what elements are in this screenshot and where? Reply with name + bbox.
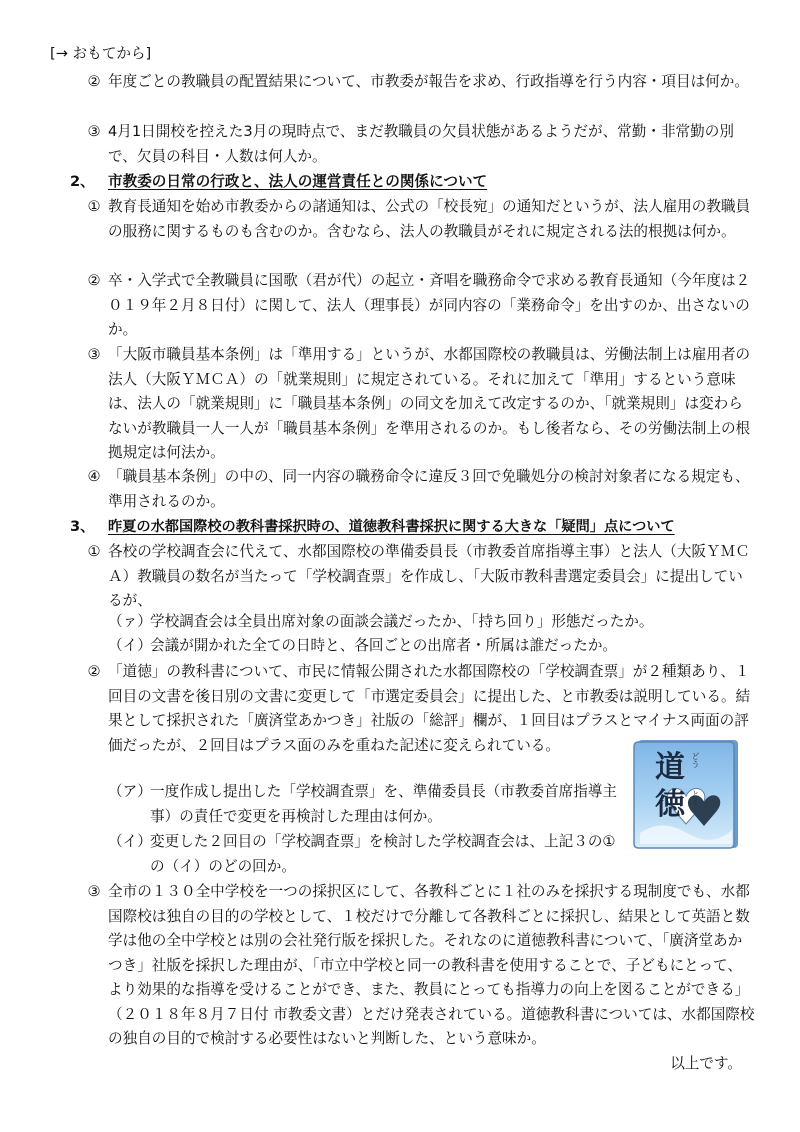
item-number: ② (87, 73, 101, 90)
sub-item: 変更した２回目の「学校調査票」を検討した学校調査会は、上記３の①の（イ）のどの回か。 (150, 833, 616, 875)
item-number: ③ (87, 346, 101, 363)
item-number: ② (87, 272, 101, 289)
sub-item-label: （ァ） (108, 613, 152, 630)
section-number: 2、 (70, 173, 95, 190)
sub-item-label: （イ） (108, 833, 152, 850)
item-number: ③ (87, 883, 101, 900)
sub-item: 会議が開かれた全ての日時と、各回ごとの出席者・所属は誰だったか。 (150, 637, 618, 654)
closing-text: 以上です。 (670, 1055, 742, 1072)
item-number: ② (87, 663, 101, 680)
list-item: 教育長通知を始め市教委からの諸通知は、公式の「校長宛」の通知だというが、法人雇用の教職員の服務に関するものも含むのか。含むなら、法人の教職員がそれに規定される法的根拠は何か。 (108, 198, 751, 240)
list-item: 「道徳」の教科書について、市民に情報公開された水都国際校の「学校調査票」が２種類あり、１回目の文書を後日別の文書に変更して「市選定委員会」に提出した、と市教委は説明している。結果として採択された「廣済堂あかつき」社版の「総評」欄が、１回目はプラスとマイナス両面の評価だったが、２回目はプラス面のみを重ねた記述に変えられている。 (108, 663, 751, 754)
list-item: 卒・入学式で全教職員に国歌（君が代）の起立・斉唱を職務命令で求める教育長通知（今年度は２０１９年２月８日付）に関して、法人（理事長）が同内容の「業務命令」を出すのか、出さないのか。 (108, 272, 751, 338)
continued-label: [→ おもてから] (50, 45, 152, 62)
list-item: 各校の学校調査会に代えて、水都国際校の準備委員長（市教委首席指導主事）と法人（大阪ＹＭＣＡ）教職員の数名が当たって「学校調査票」を作成し、「大阪市教科書選定委員会」に提出しているが、 (108, 543, 750, 609)
list-item: 年度ごとの教職員の配置結果について、市教委が報告を求め、行政指導を行う内容・項目は何か。 (108, 73, 749, 90)
item-number: ① (87, 198, 101, 215)
list-item: 「職員基本条例」の中の、同一内容の職務命令に違反３回で免職処分の検討対象者になる規定も、準用されるのか。 (108, 468, 750, 510)
item-number: ① (87, 543, 101, 560)
book-ruby: どう (691, 752, 700, 768)
book-ruby: とく (691, 790, 700, 806)
sub-item-label: （イ） (108, 637, 152, 654)
section-number: 3、 (70, 518, 95, 535)
item-number: ④ (87, 468, 101, 485)
textbook-illustration (632, 738, 742, 850)
list-item: 「大阪市職員基本条例」は「準用する」というが、水都国際校の教職員は、労働法制上は雇用者の法人（大阪ＹＭＣＡ）の「就業規則」に規定されている。それに加えて「準用」するという意味は、法人の「就業規則」に「職員基本条例」の同文を加えて改定するのか、「就業規則」は変わらないが教職員一人一人が「職員基本条例」を準用されるのか。もし後者なら、その労働法制上の根拠規定は何法か。 (108, 346, 751, 461)
sub-item-label: （ア） (108, 783, 152, 800)
section-title: 昨夏の水都国際校の教科書採択時の、道徳教科書採択に関する大きな「疑問」点について (108, 519, 675, 535)
list-item: 全市の１３０全中学校を一つの採択区にして、各教科ごとに１社のみを採択する現制度でも、水都国際校は独自の目的の学校として、１校だけで分離して各教科ごとに採択し、結果として英語と数学は他の全中学校とは別の会社発行版を採択した。それなのに道徳教科書について、「廣済堂あかつき」社版を採択した理由が、「市立中学校と同一の教科書を使用することで、子どもにとって、より効果的な指導を受けることができ、また、教員にとっても指導力の向上を図ることができる」（２０１８年８月７日付 市教委文書）とだけ発表されている。道徳教科書については、水都国際校の独自の目的で検討する必要性はないと判断した、という意味か。 (108, 883, 755, 1047)
sub-item: 学校調査会は全員出席対象の面談会議だったか、「持ち回り」形態だったか。 (150, 613, 654, 630)
sub-item: 一度作成し提出した「学校調査票」を、準備委員長（市教委首席指導主事）の責任で変更を再検討した理由は何か。 (150, 783, 618, 825)
item-number: ③ (87, 123, 101, 140)
book-title-char: 道 (655, 750, 685, 785)
list-item: 4月1日開校を控えた3月の現時点で、まだ教職員の欠員状態があるようだが、常勤・非常勤の別で、欠員の科目・人数は何人か。 (108, 123, 734, 165)
section-title: 市教委の日常の行政と、法人の運営責任との関係について (108, 173, 488, 190)
book-title-char: 徳 (655, 787, 685, 822)
